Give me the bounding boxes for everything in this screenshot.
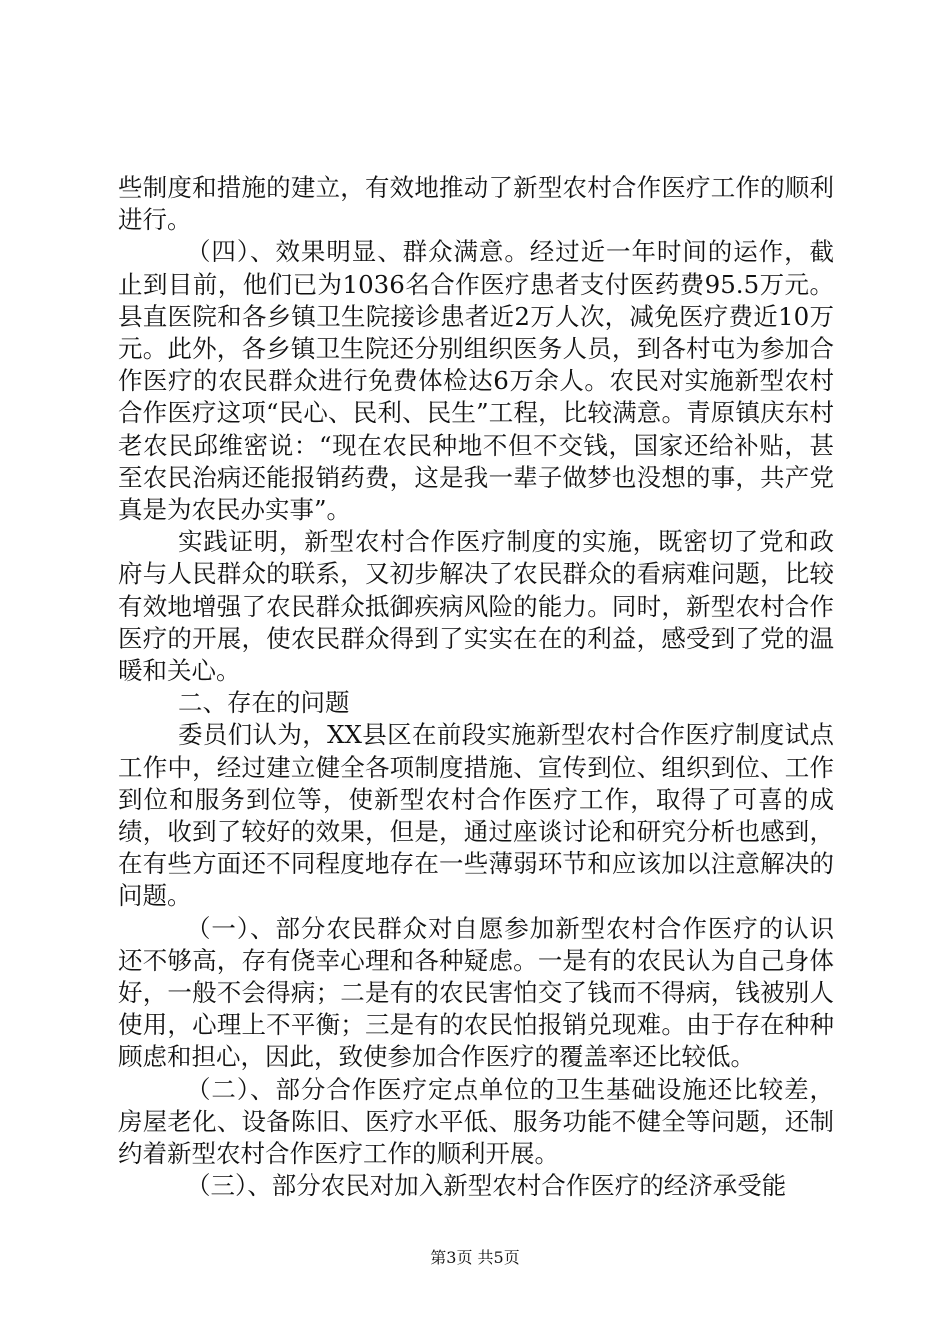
paragraph-problem-two: （二）、部分合作医疗定点单位的卫生基础设施还比较差，房屋老化、设备陈旧、医疗水平低、服务功能不健全等问题，还制约着新型农村合作医疗工作的顺利开展。 [118, 1074, 834, 1169]
paragraph-problem-three: （三）、部分农民对加入新型农村合作医疗的经济承受能 [186, 1171, 787, 1201]
document-body [118, 172, 834, 1203]
section-heading-problems: 二、存在的问题 [178, 688, 350, 718]
paragraph-effect-results: （四）、效果明显、群众满意。经过近一年时间的运作，截止到目前，他们已为1036名合作医疗患者支付医药费95.5万元。县直医院和各乡镇卫生院接诊患者近2万人次，减免医疗费近10万元。此外，各乡镇卫生院还分别组织医务人员，到各村屯为参加合作医疗的农民群众进行免费体检达6万余人。农民对实施新型农村合作医疗这项“民心、民利、民生”工程，比较满意。青原镇庆东村老农民邱维密说：“现在农民种地不但不交钱，国家还给补贴，甚至农民治病还能报销药费，这是我一辈子做梦也没想的事，共产党真是为农民办实事”。 [118, 237, 834, 525]
paragraph-practice-proves: 实践证明，新型农村合作医疗制度的实施，既密切了党和政府与人民群众的联系，又初步解决了农民群众的看病难问题，比较有效地增强了农民群众抵御疾病风险的能力。同时，新型农村合作医疗的开展，使农民群众得到了实实在在的利益，感受到了党的温暖和关心。 [118, 527, 834, 686]
page-number-footer: 第3页 共5页 [430, 1248, 520, 1267]
paragraph-problem-one: （一）、部分农民群众对自愿参加新型农村合作医疗的认识还不够高，存有侥幸心理和各种疑虑。一是有的农民认为自己身体好，一般不会得病；二是有的农民害怕交了钱而不得病，钱被别人使用，心理上不平衡；三是有的农民怕报销兑现难。由于存在种种顾虑和担心，因此，致使参加合作医疗的覆盖率还比较低。 [118, 913, 834, 1072]
paragraph-continuation: 些制度和措施的建立，有效地推动了新型农村合作医疗工作的顺利进行。 [118, 173, 834, 235]
paragraph-committee-view: 委员们认为，XX县区在前段实施新型农村合作医疗制度试点工作中，经过建立健全各项制度措施、宣传到位、组织到位、工作到位和服务到位等，使新型农村合作医疗工作，取得了可喜的成绩，收到了较好的效果，但是，通过座谈讨论和研究分析也感到，在有些方面还不同程度地存在一些薄弱环节和应该加以注意解决的问题。 [118, 720, 834, 911]
